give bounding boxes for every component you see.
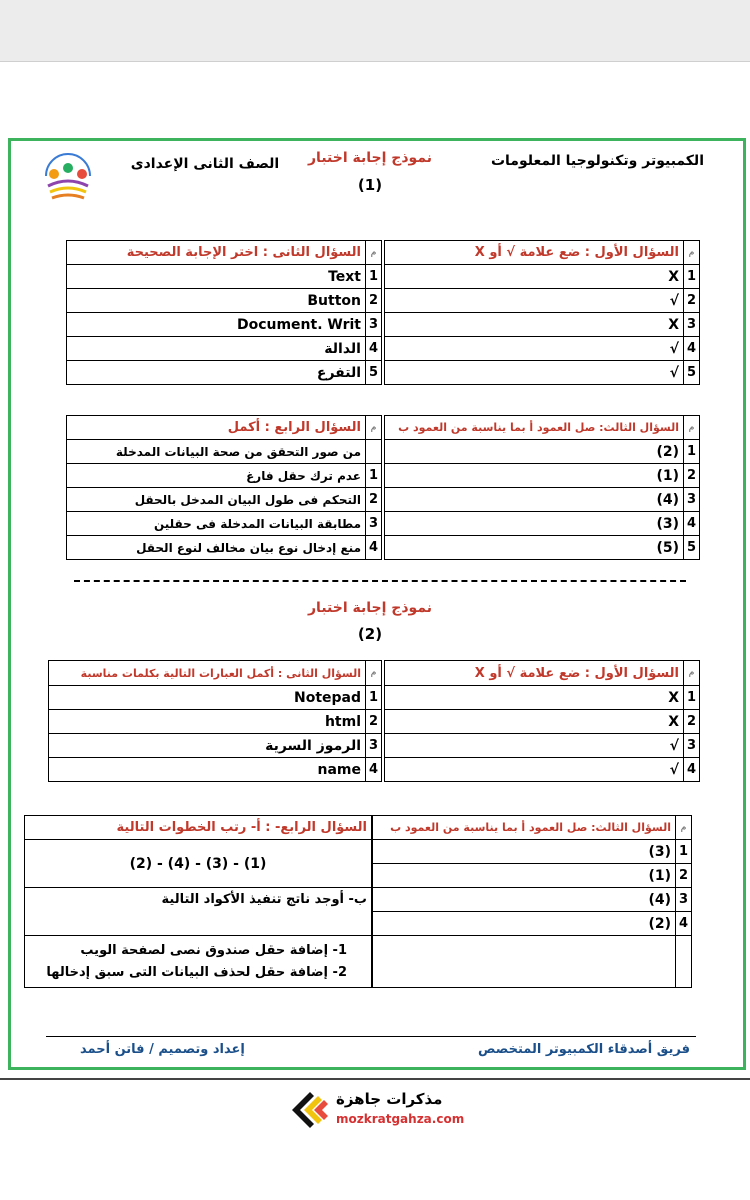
m1-q3-answer: (3) xyxy=(385,512,684,536)
m1-q3-answer: (2) xyxy=(385,440,684,464)
m1-q4-n: 4 xyxy=(366,536,382,560)
m1-q1-table xyxy=(384,240,700,385)
m2-q3-n: 4 xyxy=(676,912,692,936)
m1-q3-answer: (5) xyxy=(385,536,684,560)
m1-q1-answer: √ xyxy=(385,361,684,385)
m2-q1-answer: √ xyxy=(385,734,684,758)
m2-q4-order: (2) - (4) - (3) - (1) xyxy=(25,840,372,888)
m1-q3-m: م xyxy=(684,416,700,440)
m2-q1-table xyxy=(384,660,700,782)
m2-q3-m: م xyxy=(676,816,692,840)
subject-title: الكمبيوتر وتكنولوجيا المعلومات xyxy=(490,153,704,169)
m2-q4-b1: 1- إضافة حقل صندوق نصى لصفحة الويب xyxy=(80,942,347,958)
brand-url[interactable]: mozkratgahza.com xyxy=(336,1112,465,1126)
m2-q3-answer: (2) xyxy=(373,912,676,936)
model-2-number: (2) xyxy=(357,625,383,643)
m1-q4-n: 1 xyxy=(366,464,382,488)
m1-q2-answer: التفرع xyxy=(67,361,366,385)
m1-q1-n: 3 xyxy=(684,313,700,337)
m1-q3-answer: (1) xyxy=(385,464,684,488)
model-2-title: نموذج إجابة اختبار xyxy=(308,600,432,616)
m1-q1-n: 1 xyxy=(684,265,700,289)
m2-q3-n: 2 xyxy=(676,864,692,888)
m2-q2-table xyxy=(48,660,382,782)
m1-q1-answer: √ xyxy=(385,289,684,313)
m1-q1-answer: √ xyxy=(385,337,684,361)
m1-q2-title: السؤال الثانى : اختر الإجابة الصحيحة xyxy=(67,241,366,265)
m1-q4-n xyxy=(366,440,382,464)
section-divider xyxy=(74,580,686,582)
m2-q1-n: 2 xyxy=(684,710,700,734)
m2-q2-n: 3 xyxy=(366,734,382,758)
m1-q1-m: م xyxy=(684,241,700,265)
m2-q1-answer: X xyxy=(385,710,684,734)
m2-q2-title: السؤال الثانى : أكمل العبارات التالية بكلمات مناسبة xyxy=(49,661,366,686)
m2-q1-title: السؤال الأول : ضع علامة √ أو X xyxy=(385,661,684,686)
m2-q2-answer: Notepad xyxy=(49,686,366,710)
m1-q2-n: 5 xyxy=(366,361,382,385)
m1-q2-n: 3 xyxy=(366,313,382,337)
m2-q2-n: 1 xyxy=(366,686,382,710)
m2-q1-answer: X xyxy=(385,686,684,710)
m1-q3-table xyxy=(384,415,700,560)
m1-q4-n: 3 xyxy=(366,512,382,536)
m1-q1-title: السؤال الأول : ضع علامة √ أو X xyxy=(385,241,684,265)
m2-q1-answer: √ xyxy=(385,758,684,782)
m1-q2-n: 2 xyxy=(366,289,382,313)
m1-q2-answer: Document. Writ xyxy=(67,313,366,337)
m1-q3-title: السؤال الثالث: صل العمود أ بما يناسبة من العمود ب xyxy=(385,416,684,440)
m1-q4-answer: منع إدخال نوع بيان مخالف لنوع الحقل xyxy=(67,536,366,560)
m1-q4-answer: التحكم فى طول البيان المدخل بالحقل xyxy=(67,488,366,512)
m2-q1-n: 1 xyxy=(684,686,700,710)
m2-q1-m: م xyxy=(684,661,700,686)
m1-q4-answer: مطابقة البيانات المدخلة فى حقلين xyxy=(67,512,366,536)
m1-q2-n: 1 xyxy=(366,265,382,289)
m1-q2-answer: الدالة xyxy=(67,337,366,361)
grade-label: الصف الثانى الإعدادى xyxy=(130,156,280,172)
model-1-title: نموذج إجابة اختبار xyxy=(308,150,432,166)
m1-q3-n: 1 xyxy=(684,440,700,464)
team-logo-icon xyxy=(40,146,96,206)
brand-name: مذكرات جاهزة xyxy=(336,1090,443,1108)
m1-q4-m: م xyxy=(366,416,382,440)
footer-author: إعداد وتصميم / فاتن أحمد xyxy=(80,1042,245,1057)
m2-q3-n: 3 xyxy=(676,888,692,912)
viewer-top-bar xyxy=(0,0,750,62)
m2-q1-n: 4 xyxy=(684,758,700,782)
m2-q3-answer: (1) xyxy=(373,864,676,888)
m1-q1-n: 5 xyxy=(684,361,700,385)
m2-q1-n: 3 xyxy=(684,734,700,758)
footer-team: فريق أصدقاء الكمبيوتر المتخصص xyxy=(478,1042,690,1057)
m2-q3-empty-n xyxy=(676,936,692,988)
m1-q3-n: 5 xyxy=(684,536,700,560)
m1-q2-n: 4 xyxy=(366,337,382,361)
m2-q3-empty-cell xyxy=(373,936,676,988)
m2-q2-n: 4 xyxy=(366,758,382,782)
m1-q4-title: السؤال الرابع : أكمل xyxy=(67,416,366,440)
m1-q2-table xyxy=(66,240,382,385)
brand-logo-icon xyxy=(288,1088,332,1128)
m2-q3-answer: (3) xyxy=(373,840,676,864)
m1-q4-answer: عدم ترك حقل فارغ xyxy=(67,464,366,488)
m2-q4-title: السؤال الرابع- : أ- رتب الخطوات التالية xyxy=(25,816,372,840)
m2-q3-n: 1 xyxy=(676,840,692,864)
m2-q2-answer: html xyxy=(49,710,366,734)
m2-q3-answer: (4) xyxy=(373,888,676,912)
m2-q4-part-b: ب- أوجد ناتج تنفيذ الأكواد التالية xyxy=(25,888,372,936)
model-1-number: (1) xyxy=(357,176,383,194)
m2-q3-table xyxy=(372,815,692,988)
m2-q2-answer: name xyxy=(49,758,366,782)
m1-q2-answer: Button xyxy=(67,289,366,313)
m2-q3-title: السؤال الثالث: صل العمود أ بما يناسبة من العمود ب xyxy=(373,816,676,840)
m2-q4-table xyxy=(24,815,372,988)
m1-q1-n: 4 xyxy=(684,337,700,361)
m1-q1-n: 2 xyxy=(684,289,700,313)
m1-q4-answer: من صور التحقق من صحة البيانات المدخلة xyxy=(67,440,366,464)
m1-q2-answer: Text xyxy=(67,265,366,289)
m2-q2-m: م xyxy=(366,661,382,686)
m2-q4-b2: 2- إضافة حقل لحذف البيانات التى سبق إدخالها xyxy=(46,964,347,980)
m1-q3-answer: (4) xyxy=(385,488,684,512)
m1-q3-n: 3 xyxy=(684,488,700,512)
footer-rule xyxy=(46,1036,696,1037)
m2-q2-answer: الرموز السرية xyxy=(49,734,366,758)
m1-q3-n: 4 xyxy=(684,512,700,536)
m1-q3-n: 2 xyxy=(684,464,700,488)
page-bottom-rule xyxy=(0,1078,750,1080)
m1-q4-n: 2 xyxy=(366,488,382,512)
m1-q1-answer: X xyxy=(385,265,684,289)
m1-q1-answer: X xyxy=(385,313,684,337)
m1-q4-table xyxy=(66,415,382,560)
m2-q2-n: 2 xyxy=(366,710,382,734)
m1-q2-m: م xyxy=(366,241,382,265)
